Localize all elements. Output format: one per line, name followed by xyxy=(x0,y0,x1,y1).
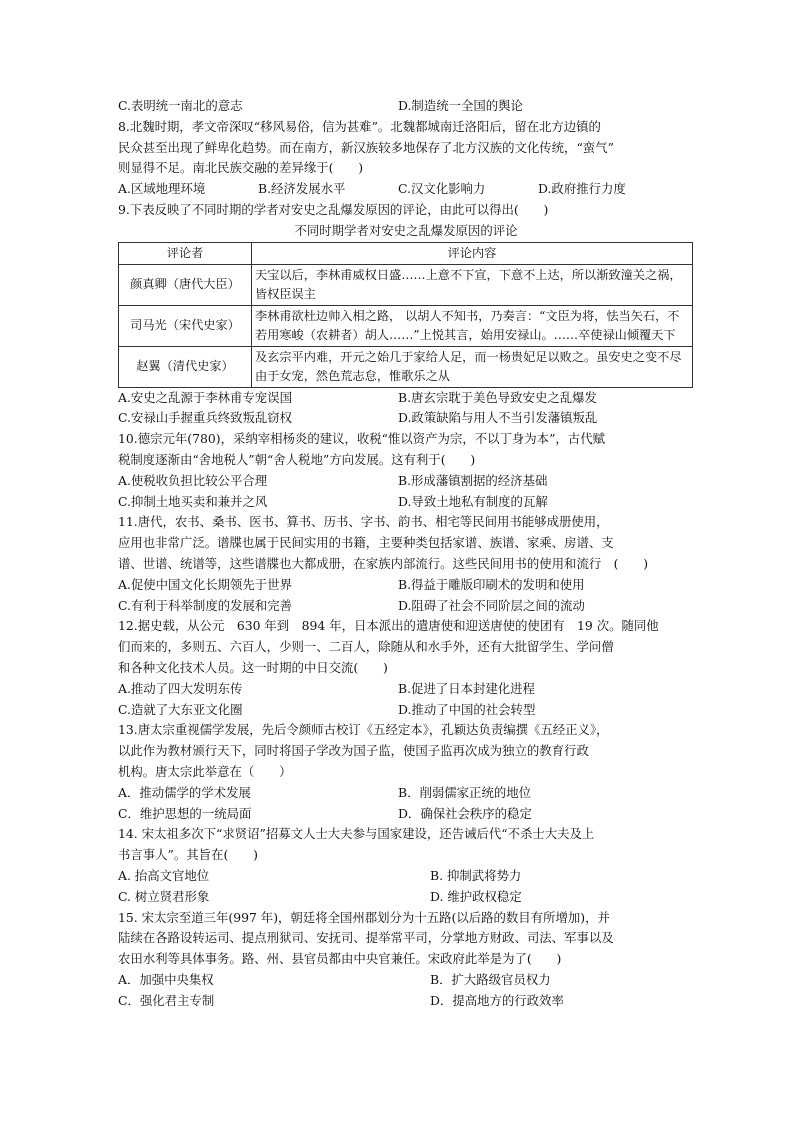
q12-options-ab xyxy=(118,679,694,700)
q11-options-cd xyxy=(118,596,694,617)
q13-option-b[interactable]: B．削弱儒家正统的地位 xyxy=(398,784,532,800)
question-11 xyxy=(118,512,694,616)
table-header-content: 评论内容 xyxy=(252,242,693,264)
q15-options-cd xyxy=(118,991,694,1012)
q15-option-a[interactable]: A．加强中央集权 xyxy=(118,971,214,987)
q10-options-cd xyxy=(118,492,694,513)
table-row xyxy=(119,264,693,305)
table-header-row xyxy=(119,242,693,264)
table-cell-commenter: 颜真卿（唐代大臣） xyxy=(119,264,252,305)
exam-page xyxy=(118,96,694,1011)
table-cell-commenter: 司马光（宋代史家） xyxy=(119,305,252,346)
q15-stem-line-1: 15. 宋太宗至道三年(997 年)，朝廷将全国州郡划分为十五路(以后路的数目有所增加)，并 xyxy=(118,909,610,925)
q10-options-ab xyxy=(118,471,694,492)
q15-options-ab xyxy=(118,970,694,991)
q7-option-d[interactable]: D.制造统一全国的舆论 xyxy=(398,98,523,113)
q10-option-d[interactable]: D.导致土地私有制度的瓦解 xyxy=(398,493,548,509)
q12-options-cd xyxy=(118,700,694,721)
q8-option-b[interactable]: B.经济发展水平 xyxy=(258,181,346,197)
q9-option-a[interactable]: A.安史之乱源于李林甫专宠误国 xyxy=(118,389,292,405)
q10-stem-line-2: 税制度逐渐由“舍地税人”朝“舍人税地”方向发展。这有利于( ) xyxy=(118,451,476,467)
q10-option-c[interactable]: C.抑制土地买卖和兼并之风 xyxy=(118,493,268,509)
q12-option-b[interactable]: B.促进了日本封建化进程 xyxy=(398,680,535,696)
q10-option-a[interactable]: A.使税收负担比较公平合理 xyxy=(118,472,268,488)
question-12 xyxy=(118,616,694,720)
q13-stem-line-3: 机构。唐太宗此举意在（ ） xyxy=(118,763,292,779)
q11-option-c[interactable]: C.有利于科举制度的发展和完善 xyxy=(118,597,293,613)
q14-stem-line-2: 书言事人”。其旨在( ) xyxy=(118,847,258,863)
question-13 xyxy=(118,720,694,824)
q11-option-a[interactable]: A.促使中国文化长期领先于世界 xyxy=(118,576,292,592)
q12-stem-line-1: 12.据史载，从公元 630 年到 894 年，日本派出的遣唐使和迎送唐使的使团有 19 次。随同他 xyxy=(118,618,659,634)
q14-options-cd xyxy=(118,887,694,908)
table-cell-content: 及玄宗平内难，开元之始几于家给人足，而一杨贵妃足以败之。虽安史之变不尽由于女宠，然色荒志怠，惟歌乐之从 xyxy=(252,346,693,387)
q12-option-c[interactable]: C.造就了大东亚文化圈 xyxy=(118,701,243,717)
q11-stem-line-2: 应用也非常广泛。谱牒也属于民间实用的书籍，主要种类包括家谱、族谱、家乘、房谱、支 xyxy=(118,535,614,551)
q13-stem-line-2: 以此作为教材颁行天下，同时将国子学改为国子监，使国子监再次成为独立的教育行政 xyxy=(118,743,589,759)
q9-stem: 9.下表反映了不同时期的学者对安史之乱爆发原因的评论，由此可以得出( ) xyxy=(118,201,549,217)
q9-table xyxy=(118,242,693,388)
question-15 xyxy=(118,908,694,1012)
q7-option-c[interactable]: C.表明统一南北的意志 xyxy=(118,98,243,113)
q14-stem-line-1: 14. 宋太祖多次下“求贤诏”招募文人士大夫参与国家建设，还告诫后代“不杀士大夫及上 xyxy=(118,826,595,842)
q9-option-b[interactable]: B.唐玄宗耽于美色导致安史之乱爆发 xyxy=(398,389,597,405)
q9-table-title: 不同时期学者对安史之乱爆发原因的评论 xyxy=(294,222,518,238)
q12-stem-line-3: 和各种文化技术人员。这一时期的中日交流( ) xyxy=(118,659,388,675)
q9-options-ab xyxy=(118,388,694,409)
q15-option-d[interactable]: D．提高地方的行政效率 xyxy=(430,992,564,1008)
q14-option-a[interactable]: A. 抬高文官地位 xyxy=(118,867,210,883)
q12-option-a[interactable]: A.推动了四大发明东传 xyxy=(118,680,243,696)
q8-options xyxy=(118,179,694,200)
q8-stem-line-3: 则显得不足。南北民族交融的差异缘于( ) xyxy=(118,160,364,176)
question-9 xyxy=(118,200,694,429)
q15-option-c[interactable]: C．强化君主专制 xyxy=(118,992,215,1008)
q12-stem-line-2: 们而来的，多则五、六百人，少则一、二百人，除随从和水手外，还有大批留学生、学问僧 xyxy=(118,639,614,655)
q9-option-c[interactable]: C.安禄山手握重兵终致叛乱窃权 xyxy=(118,410,293,426)
q13-option-d[interactable]: D．确保社会秩序的稳定 xyxy=(398,805,532,821)
q12-option-d[interactable]: D.推动了中国的社会转型 xyxy=(398,701,536,717)
q9-option-d[interactable]: D.政策缺陷与用人不当引发藩镇叛乱 xyxy=(398,410,598,426)
q8-stem-line-2: 民众甚至出现了鲜卑化趋势。而在南方，新汉族较多地保存了北方汉族的文化传统，“蛮气” xyxy=(118,139,614,155)
q11-options-ab xyxy=(118,575,694,596)
q11-option-d[interactable]: D.阻碍了社会不同阶层之间的流动 xyxy=(398,597,585,613)
q10-stem-line-1: 10.德宗元年(780)，采纳宰相杨炎的建议，收税“惟以资产为宗，不以丁身为本”，古代赋 xyxy=(118,431,605,447)
table-cell-commenter: 赵翼（清代史家） xyxy=(119,346,252,387)
table-row xyxy=(119,346,693,387)
q14-option-d[interactable]: D. 维护政权稳定 xyxy=(430,888,522,904)
q13-option-a[interactable]: A．推动儒学的学术发展 xyxy=(118,784,251,800)
q11-stem-line-3: 谱、世谱、统谱等，这些谱牒也大都成册，在家族内部流行。这些民间用书的使用和流行 ( ) xyxy=(118,555,649,571)
q7-options xyxy=(118,96,694,117)
q8-option-c[interactable]: C.汉文化影响力 xyxy=(398,181,486,197)
table-header-commenter: 评论者 xyxy=(119,242,252,264)
q11-option-b[interactable]: B.得益于雕版印刷术的发明和使用 xyxy=(398,576,585,592)
q14-option-c[interactable]: C. 树立贤君形象 xyxy=(118,888,210,904)
q8-stem-line-1: 8.北魏时期，孝文帝深叹“移风易俗，信为甚难”。北魏都城南迁洛阳后，留在北方边镇的 xyxy=(118,118,601,134)
q11-stem-line-1: 11.唐代，农书、桑书、医书、算书、历书、字书、韵书、相宅等民间用书能够成册使用， xyxy=(118,514,609,530)
q14-options-ab xyxy=(118,866,694,887)
q10-option-b[interactable]: B.形成藩镇割据的经济基础 xyxy=(398,472,548,488)
q13-option-c[interactable]: C．维护思想的一统局面 xyxy=(118,805,252,821)
q13-options-cd xyxy=(118,804,694,825)
question-8 xyxy=(118,117,694,200)
table-cell-content: 天宝以后，李林甫威权日盛……上意不下宣，下意不上达，所以渐致潼关之祸，皆权臣误主 xyxy=(252,264,693,305)
q8-option-a[interactable]: A.区域地理环境 xyxy=(118,181,206,197)
q8-option-d[interactable]: D.政府推行力度 xyxy=(538,181,626,197)
q14-option-b[interactable]: B. 抑制武将势力 xyxy=(430,867,522,883)
table-cell-content: 李林甫欲杜边帅入相之路， 以胡人不知书，乃奏言：“文臣为将，怯当矢石，不若用寒峻（农耕者）胡人……”上悦其言，始用安禄山。……卒使禄山倾覆天下 xyxy=(252,305,693,346)
q15-stem-line-3: 农田水利等具体事务。路、州、县官员都由中央官兼任。宋政府此举是为了( ) xyxy=(118,951,562,967)
q13-options-ab xyxy=(118,783,694,804)
q15-option-b[interactable]: B．扩大路级官员权力 xyxy=(430,971,551,987)
q15-stem-line-2: 陆续在各路设转运司、提点刑狱司、安抚司、提举常平司，分掌地方财政、司法、军事以及 xyxy=(118,930,614,946)
table-row xyxy=(119,305,693,346)
q13-stem-line-1: 13.唐太宗重视儒学发展，先后令颜师古校订《五经定本》，孔颖达负责编撰《五经正义》， xyxy=(118,722,609,738)
q9-options-cd xyxy=(118,408,694,429)
question-10 xyxy=(118,429,694,512)
question-14 xyxy=(118,824,694,907)
